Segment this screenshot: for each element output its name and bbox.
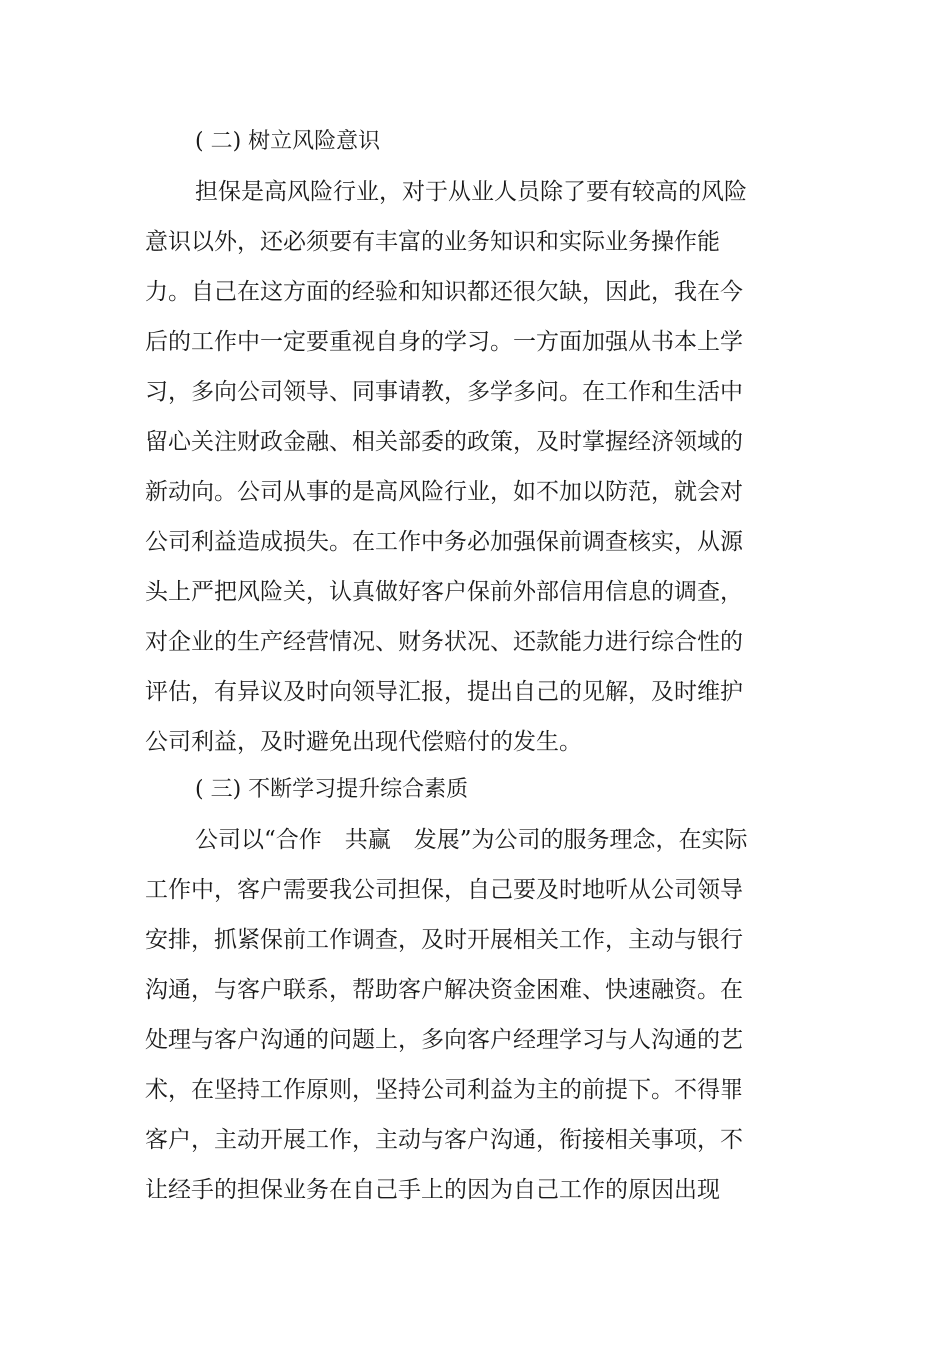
paragraph-line: 意识以外，还必须要有丰富的业务知识和实际业务操作能 — [145, 229, 720, 255]
paragraph-line: 对企业的生产经营情况、财务状况、还款能力进行综合性的 — [145, 629, 743, 655]
paragraph-line: 力。自己在这方面的经验和知识都还很欠缺，因此，我在今 — [145, 279, 743, 305]
paragraph-line: 头上严把风险关，认真做好客户保前外部信用信息的调查， — [145, 579, 743, 605]
paragraph-line: 处理与客户沟通的问题上，多向客户经理学习与人沟通的艺 — [145, 1027, 743, 1053]
section-heading-3: ( 三) 不断学习提升综合素质 — [195, 777, 469, 802]
paragraph-line: 工作中，客户需要我公司担保，自己要及时地听从公司领导 — [145, 877, 743, 903]
paragraph-line: 安排，抓紧保前工作调查，及时开展相关工作，主动与银行 — [145, 927, 743, 953]
paragraph-line: 让经手的担保业务在自己手上的因为自己工作的原因出现 — [145, 1177, 720, 1203]
paragraph-line: 客户，主动开展工作，主动与客户沟通，衔接相关事项，不 — [145, 1127, 743, 1153]
paragraph-line: 后的工作中一定要重视自身的学习。一方面加强从书本上学 — [145, 329, 743, 355]
paragraph-line: 术，在坚持工作原则，坚持公司利益为主的前提下。不得罪 — [145, 1077, 743, 1103]
paragraph-line: 公司利益，及时避免出现代偿赔付的发生。 — [145, 729, 582, 755]
paragraph-line: 公司以“合作 共赢 发展”为公司的服务理念，在实际 — [195, 827, 748, 853]
section-heading-2: ( 二) 树立风险意识 — [195, 129, 381, 154]
paragraph-line: 习，多向公司领导、同事请教，多学多问。在工作和生活中 — [145, 379, 743, 405]
paragraph-line: 沟通，与客户联系，帮助客户解决资金困难、快速融资。在 — [145, 977, 743, 1003]
paragraph-line: 新动向。公司从事的是高风险行业，如不加以防范，就会对 — [145, 479, 743, 505]
paragraph-line: 公司利益造成损失。在工作中务必加强保前调查核实，从源 — [145, 529, 743, 555]
paragraph-line: 评估，有异议及时向领导汇报，提出自己的见解，及时维护 — [145, 679, 743, 705]
paragraph-line: 担保是高风险行业，对于从业人员除了要有较高的风险 — [195, 179, 747, 205]
paragraph-line: 留心关注财政金融、相关部委的政策，及时掌握经济领域的 — [145, 429, 743, 455]
